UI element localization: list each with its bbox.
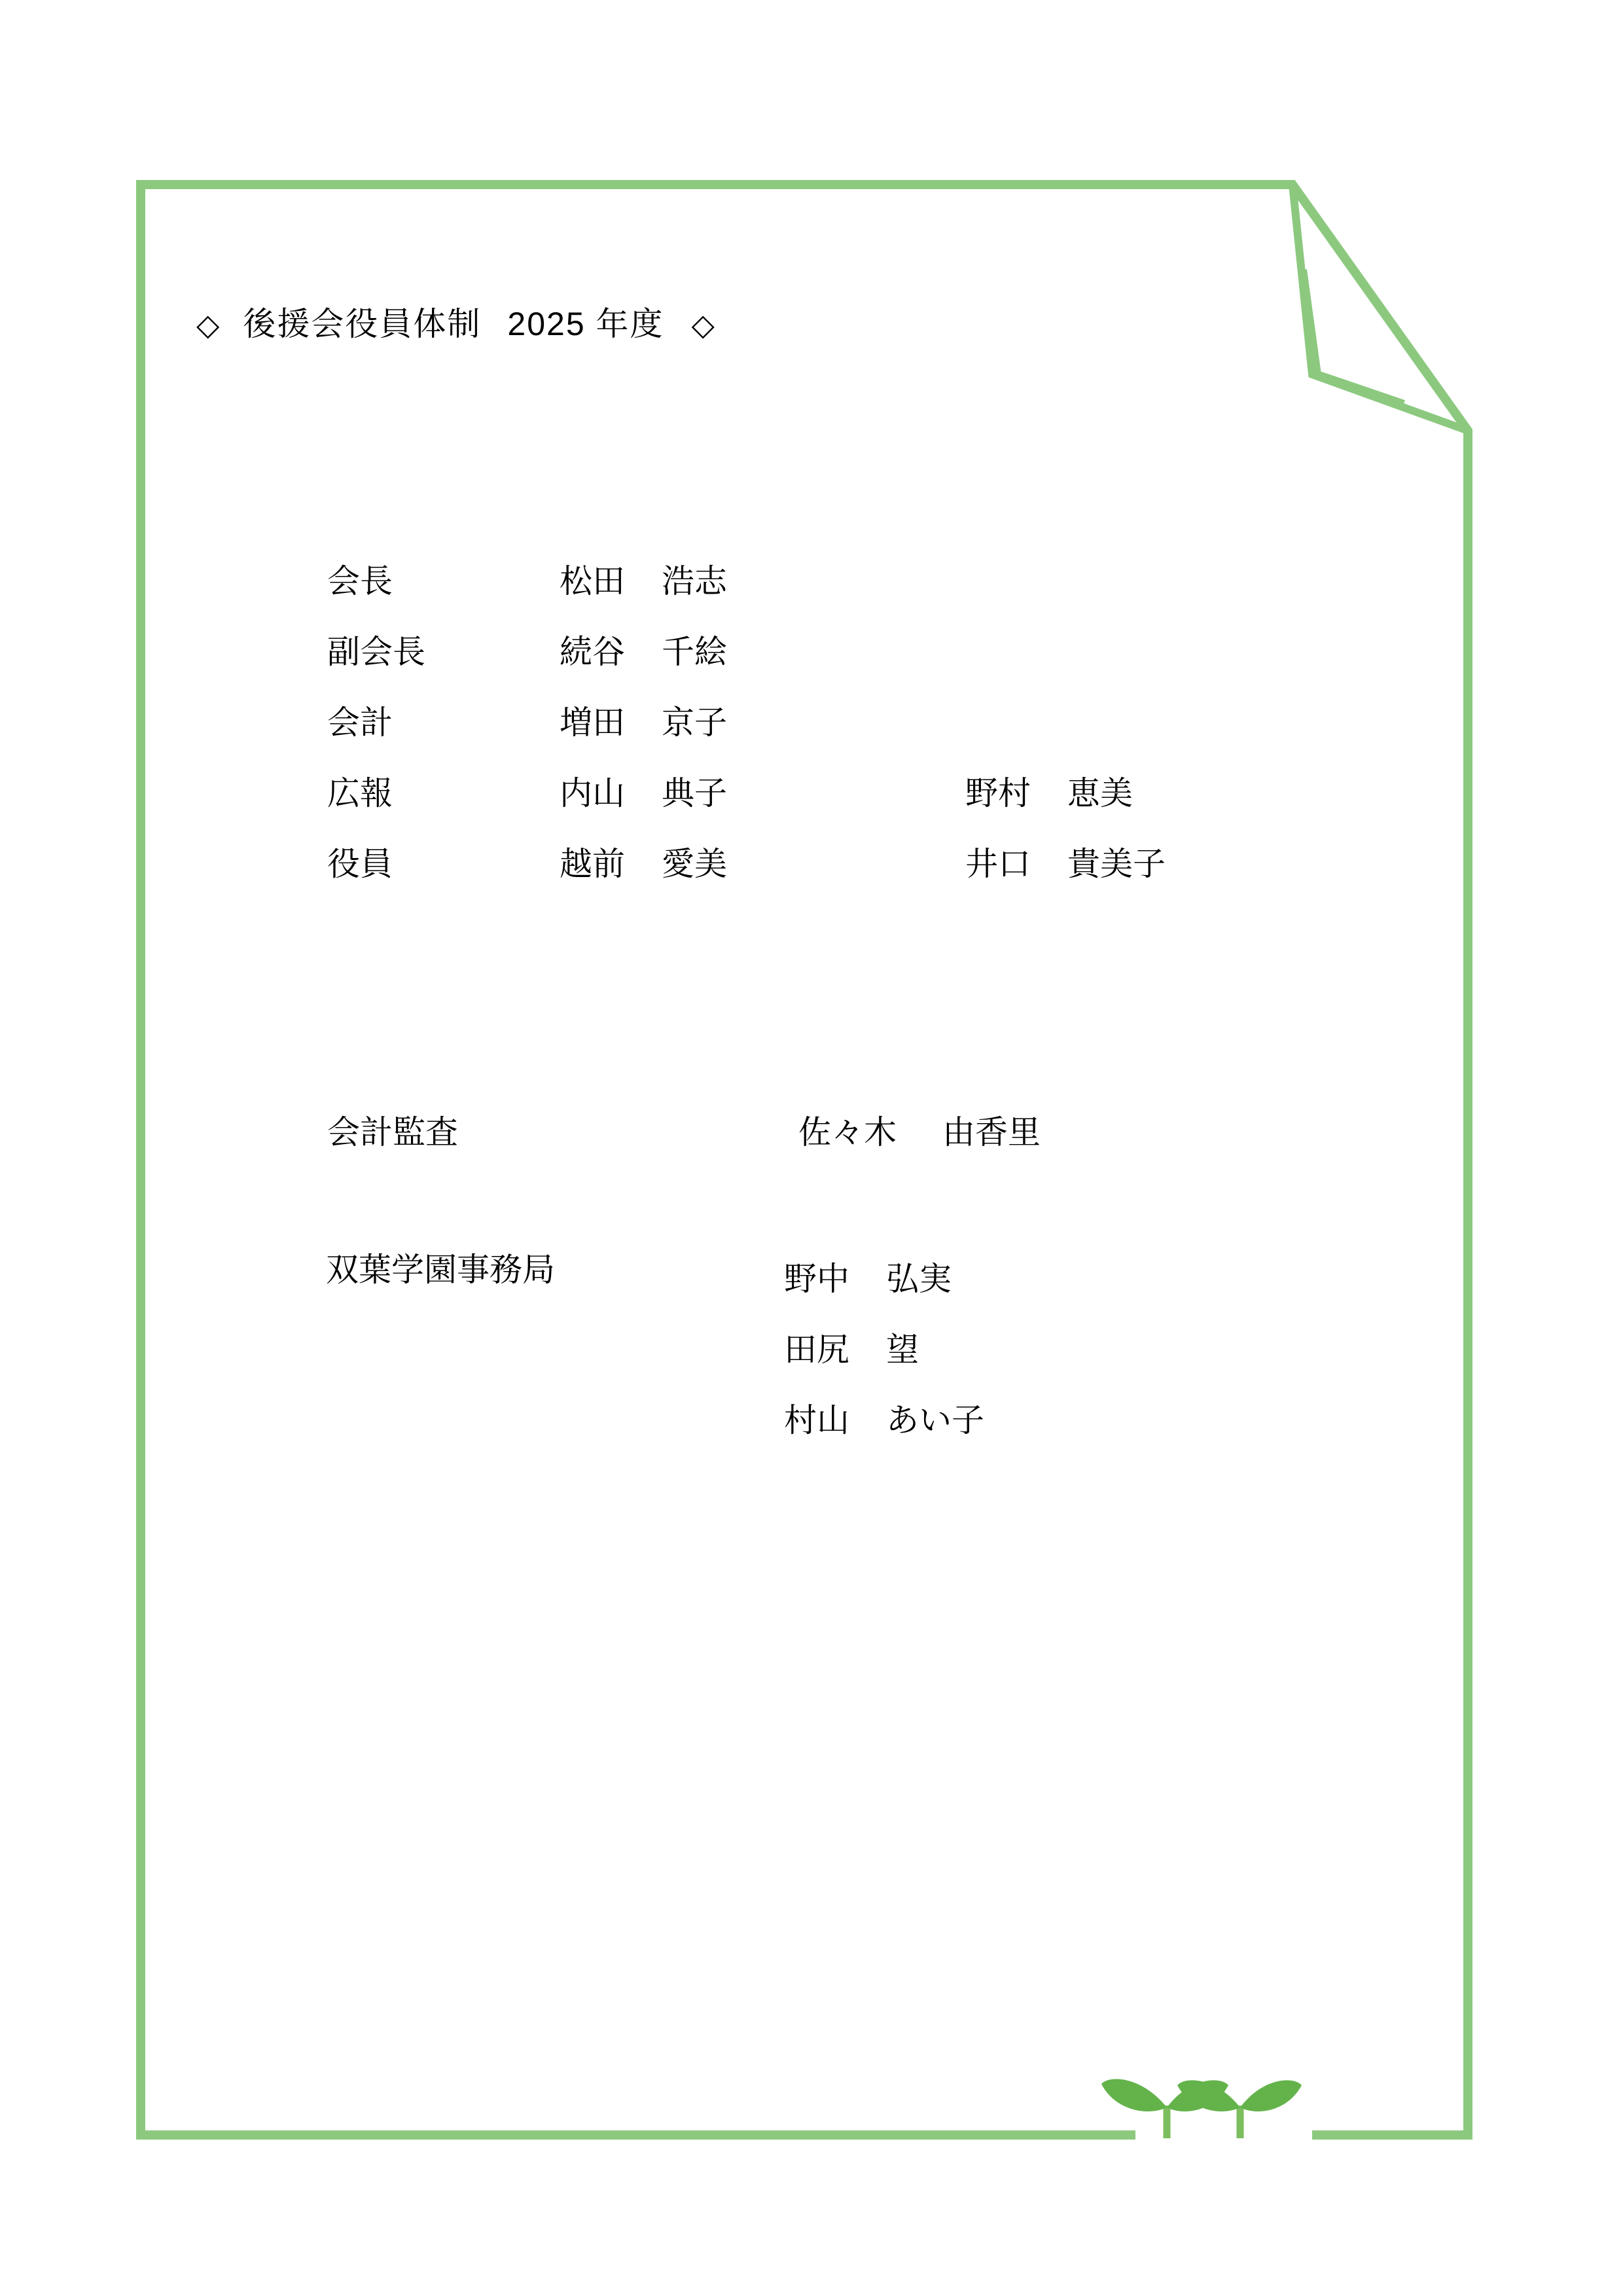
officer-name-secondary [965, 755, 1306, 826]
surname: 野中 [784, 1261, 849, 1297]
officer-name-secondary [965, 614, 1306, 685]
auditor-role: 会計監査 [327, 1114, 458, 1151]
given-name: 貴美子 [1067, 846, 1166, 882]
officer-name-secondary [965, 543, 1306, 614]
auditor-surname: 佐々木 [798, 1114, 897, 1151]
given-name: 恵美 [1067, 775, 1133, 812]
officer-role: 副会長 [327, 634, 425, 670]
given-name: 京子 [662, 704, 727, 741]
surname: 増田 [560, 704, 625, 741]
surname: 井口 [965, 846, 1031, 882]
surname: 内山 [560, 775, 625, 812]
surname: 田尻 [784, 1331, 849, 1368]
officer-name-primary [560, 614, 965, 685]
given-name: あい子 [886, 1402, 984, 1439]
list-item [784, 1244, 984, 1314]
given-name: 千絵 [662, 634, 727, 670]
list-item [784, 1385, 984, 1456]
given-name: 望 [886, 1331, 919, 1368]
auditor-given-name: 由香里 [942, 1114, 1041, 1151]
given-name: 弘実 [886, 1261, 952, 1297]
auditor-row [327, 1106, 1041, 1153]
diamond-right-icon: ◇ [691, 308, 716, 342]
list-item [784, 1314, 984, 1385]
officer-role: 会長 [327, 563, 393, 600]
officer-role: 会計 [327, 704, 393, 741]
table-row [327, 614, 1306, 685]
officer-list [327, 543, 1306, 897]
office-label: 双葉学園事務局 [326, 1251, 555, 1288]
given-name: 愛美 [662, 846, 727, 882]
officer-role: 広報 [327, 775, 393, 812]
page-title-text: 後援会役員体制 [243, 306, 482, 342]
surname: 村山 [784, 1402, 849, 1439]
officer-name-primary [560, 755, 965, 826]
surname: 続谷 [560, 634, 625, 670]
office-member-list [784, 1244, 984, 1456]
given-name: 浩志 [662, 563, 727, 600]
office-section [326, 1244, 984, 1456]
table-row [327, 543, 1306, 614]
table-row [327, 685, 1306, 755]
surname: 越前 [560, 846, 625, 882]
surname: 野村 [965, 775, 1031, 812]
page-title-year: 2025 年度 [507, 306, 664, 342]
table-row [327, 826, 1306, 897]
surname: 松田 [560, 563, 625, 600]
officer-role: 役員 [327, 846, 393, 882]
officer-name-primary [560, 543, 965, 614]
diamond-left-icon: ◇ [196, 308, 221, 342]
officer-name-primary [560, 685, 965, 755]
officer-name-secondary [965, 685, 1306, 755]
table-row [327, 755, 1306, 826]
officer-name-secondary [965, 826, 1306, 897]
given-name: 典子 [662, 775, 727, 812]
page-title [196, 298, 716, 345]
officer-name-primary [560, 826, 965, 897]
